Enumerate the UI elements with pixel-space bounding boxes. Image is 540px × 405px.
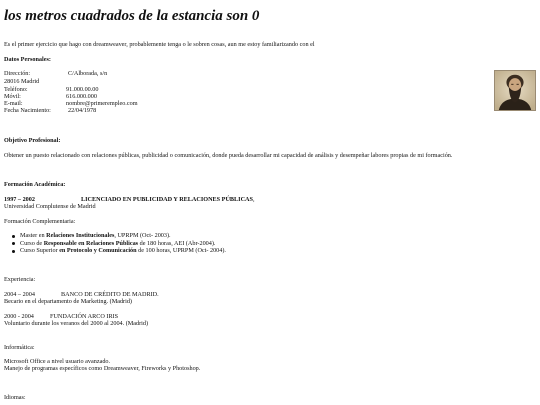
mobile-label: Móvil: [4, 93, 21, 100]
address-label: Dirección: [4, 70, 31, 77]
personal-heading: Datos Personales: [4, 56, 51, 63]
computing-heading: Informática: [4, 344, 35, 351]
portrait-image [495, 71, 535, 110]
course-name: Responsable en Relaciones Públicas [43, 239, 139, 247]
degree-years: 1997 – 2002 [4, 196, 35, 203]
course-detail: , UPRPM (Oct- 2003). [114, 232, 171, 239]
phone-label: Teléfono: [4, 86, 28, 93]
job-company: BANCO DE CRÉDITO DE MADRID. [61, 291, 159, 298]
address-value: C/Alborada, s/n [68, 70, 108, 77]
education-heading: Formación Académica: [4, 181, 66, 188]
languages-heading: Idiomas: [4, 394, 26, 401]
objective-text: Obtener un puesto relacionado con relaciones públicas, publicidad o comunicación, donde pueda desarrollar mi capacidad de análisis y desempeñar labores propias de mi formación. [4, 152, 453, 159]
phone-value: 91.000.00.00 [66, 86, 99, 93]
job-detail: Becario en el departamento de Marketing. (Madrid) [4, 298, 132, 305]
degree-comma: , [252, 196, 255, 203]
course-detail: de 180 horas, AEI (Abr-2004). [138, 239, 216, 247]
course-prefix: Curso de [20, 239, 44, 247]
objective-heading: Objetivo Profesional: [4, 137, 61, 144]
job-years: 2000 - 2004 [4, 313, 34, 320]
list-item [12, 232, 226, 240]
list-item [12, 247, 226, 255]
city-label: 28016 Madrid [4, 78, 40, 85]
degree-title [81, 196, 255, 204]
profile-photo [494, 70, 536, 111]
mobile-value: 616.000.000 [66, 93, 97, 100]
birthdate-value: 22/04/1978 [68, 107, 97, 114]
course-prefix: Master en [20, 232, 47, 239]
course-name: Relaciones Institucionales [46, 232, 115, 239]
email-value: nombre@primerempleo.com [66, 100, 138, 107]
complementary-heading: Formación Complementaria: [4, 218, 76, 225]
experience-heading: Experiencia: [4, 276, 36, 283]
birthdate-label: Fecha Nacimiento: [4, 107, 51, 114]
degree-name: LICENCIADO EN PUBLICIDAD Y RELACIONES PÚBLICAS [81, 196, 253, 203]
job-detail: Voluntario durante los veranos del 2000 al 2004. (Madrid) [4, 320, 149, 327]
page-title: los metros cuadrados de la estancia son 0 [4, 8, 260, 24]
computing-line: Microsoft Office a nivel usuario avanzado. [4, 358, 111, 365]
course-detail: de 100 horas, UPRPM (Oct- 2004). [136, 247, 226, 255]
course-prefix: Curso Superior [20, 247, 60, 255]
computing-line: Manejo de programas específicos como Dreamweaver, Fireworks y Photoshop. [4, 365, 201, 372]
intro-text: Es el primer ejercicio que hago con dreamweaver, probablemente tenga o le sobren cosas, aun me estoy familiarizando con el [4, 41, 315, 48]
university-text: Universidad Complutense de Madrid [4, 203, 96, 210]
list-item [12, 240, 226, 248]
job-years: 2004 – 2004 [4, 291, 35, 298]
job-company: FUNDACIÓN ARCO IRIS [50, 313, 119, 320]
email-label: E-mail: [4, 100, 23, 107]
course-name: en Protocolo y Comunicación [59, 247, 137, 255]
course-list [12, 232, 226, 255]
